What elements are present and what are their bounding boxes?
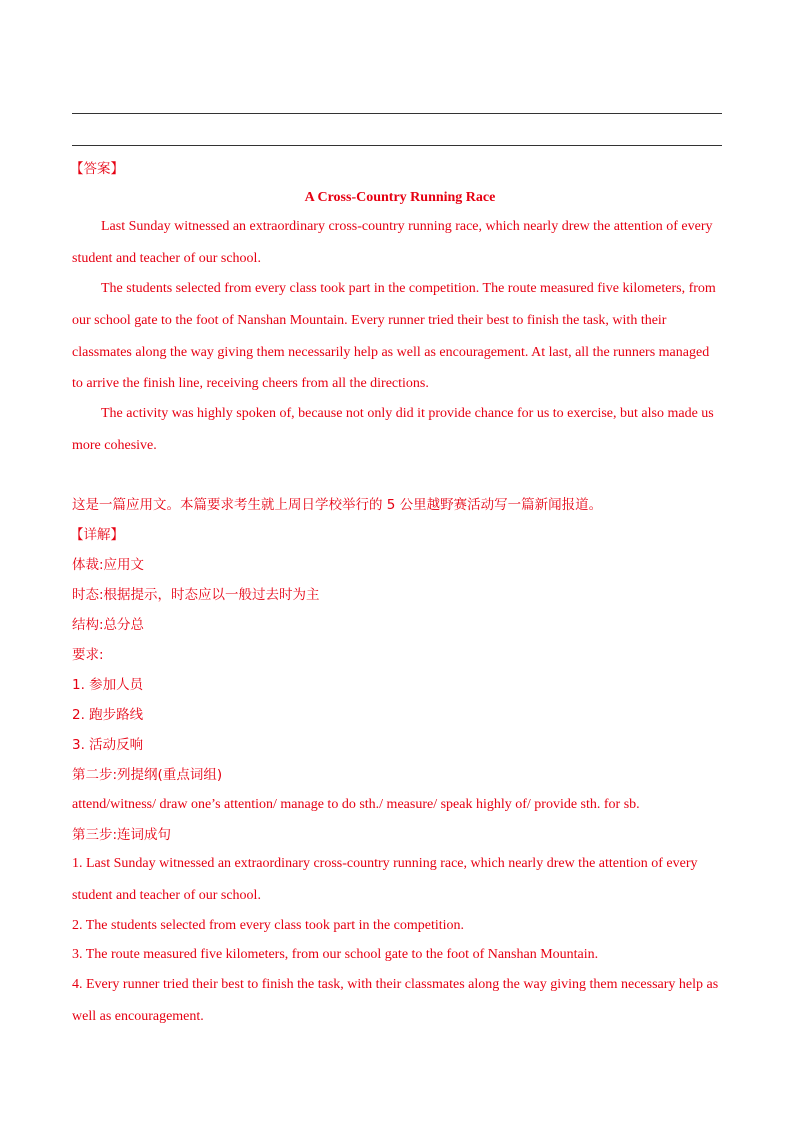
essay-line: our school gate to the foot of Nanshan Mountain. Every runner tried their best to finish the task, with their [72,313,667,328]
essay-line: to arrive the finish line, receiving cheers from all the directions. [72,376,429,391]
requirement-item: 1. 参加人员 [72,677,144,693]
essay-line: The activity was highly spoken of, because not only did it provide chance for us to exercise, but also made us [101,406,714,421]
step3-heading: 第三步:连词成句 [72,827,172,843]
step3-sentence: student and teacher of our school. [72,888,261,903]
step3-sentence: 2. The students selected from every class took part in the competition. [72,918,465,933]
structure-line: 结构:总分总 [72,617,145,633]
blank-answer-line-1 [72,113,722,114]
step3-sentence: well as encouragement. [72,1009,204,1024]
essay-line: student and teacher of our school. [72,251,261,266]
genre-line: 体裁:应用文 [72,557,145,573]
essay-line: classmates along the way giving them necessarily help as well as encouragement. At last, all the runners managed [72,345,710,360]
requirement-item: 3. 活动反响 [72,737,144,753]
requirement-item: 2. 跑步路线 [72,707,144,723]
tense-line: 时态:根据提示，时态应以一般过去时为主 [72,587,320,603]
essay-title: A Cross-Country Running Race [304,190,496,205]
essay-line: Last Sunday witnessed an extraordinary cross-country running race, which nearly drew the attention of every [101,219,713,234]
blank-answer-line-2 [72,145,722,146]
essay-line: The students selected from every class took part in the competition. The route measured five kilometers, from [101,281,716,296]
step3-sentence: 4. Every runner tried their best to finish the task, with their classmates along the way giving them necessary help as [72,977,719,992]
essay-line: more cohesive. [72,438,157,453]
step2-phrases: attend/witness/ draw one’s attention/ manage to do sth./ measure/ speak highly of/ provide sth. for sb. [72,797,640,812]
step3-sentence: 1. Last Sunday witnessed an extraordinary cross-country running race, which nearly drew the attention of every [72,856,698,871]
step3-sentence: 3. The route measured five kilometers, from our school gate to the foot of Nanshan Mountain. [72,947,599,962]
requirements-label: 要求: [72,647,104,663]
answer-heading: 【答案】 [70,161,124,177]
analysis-intro: 这是一篇应用文。本篇要求考生就上周日学校举行的 5 公里越野赛活动写一篇新闻报道。 [72,497,603,513]
step2-heading: 第二步:列提纲(重点词组) [72,767,223,783]
detail-heading: 【详解】 [70,527,124,543]
